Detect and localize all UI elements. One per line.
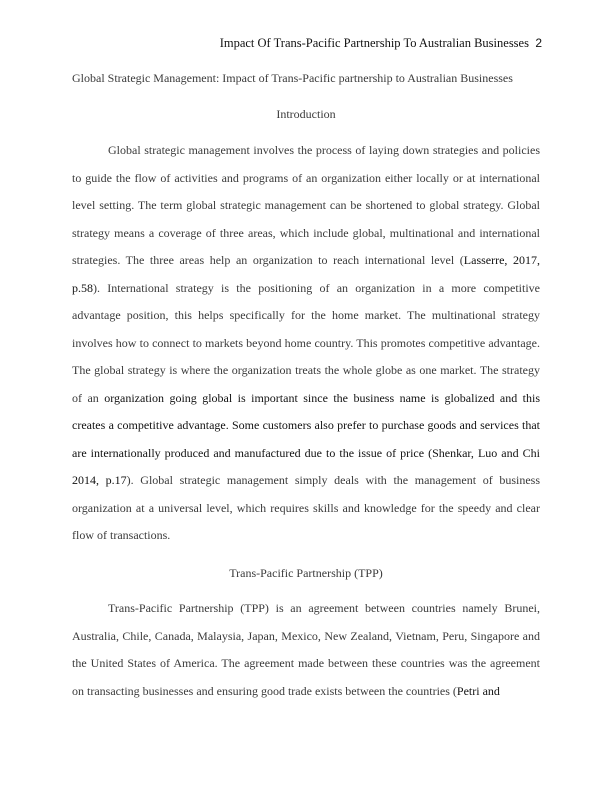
tpp-heading: Trans-Pacific Partnership (TPP) <box>229 566 383 580</box>
citation-shenkar: Shenkar, Luo and Chi 2014, p.17 <box>72 445 540 487</box>
introduction-paragraph <box>72 137 540 550</box>
intro-text-part-2: ). International strategy is the positioning of an organization in a more competitive advantage position, this helps specifically for the home market. The multinational strategy involves how to connect to markets beyond home country. This promotes competitive advantage. The global strategy is where the organization treats the whole globe as one market. The strategy of an <box>72 280 540 405</box>
tpp-text: Trans-Pacific Partnership (TPP) is an agreement between countries namely Brunei, Australia, Chile, Canada, Malaysia, Japan, Mexico, New Zealand, Vietnam, Peru, Singapore and the United States of America. The agreement made between these countries was the agreement on transacting businesses and ensuring good trade exists between the countries ( <box>72 601 540 698</box>
running-head-title: Impact Of Trans-Pacific Partnership To Australian Businesses <box>219 36 529 50</box>
intro-text-part-1: Global strategic management involves the process of laying down strategies and policies to guide the flow of activities and programs of an organization either locally or at international level setting. The term global strategic management can be shortened to global strategy. Global strategy means a coverage of three areas, which include global, multinational and international strategies. The three areas help an organization to reach international level ( <box>72 143 540 267</box>
tpp-paragraph <box>72 595 540 705</box>
running-head <box>220 36 542 51</box>
page-number: 2 <box>535 36 542 50</box>
introduction-heading: Introduction <box>276 107 336 121</box>
citation-petri: Petri and <box>456 683 500 698</box>
intro-text-emphasis: organization going global is important since the business name is globalized and this creates a competitive advantage. Some customers also prefer to purchase goods and services that are internationally produced and manufactured due to the issue of price ( <box>72 390 541 460</box>
intro-text-part-3: ). Global strategic management simply deals with the management of business organization at a universal level, which requires skills and knowledge for the speedy and clear flow of transactions. <box>72 473 541 542</box>
citation-lasserre: Lasserre, 2017, p.58 <box>72 253 541 295</box>
document-title: Global Strategic Management: Impact of Trans-Pacific partnership to Australian Businesses <box>72 71 513 85</box>
